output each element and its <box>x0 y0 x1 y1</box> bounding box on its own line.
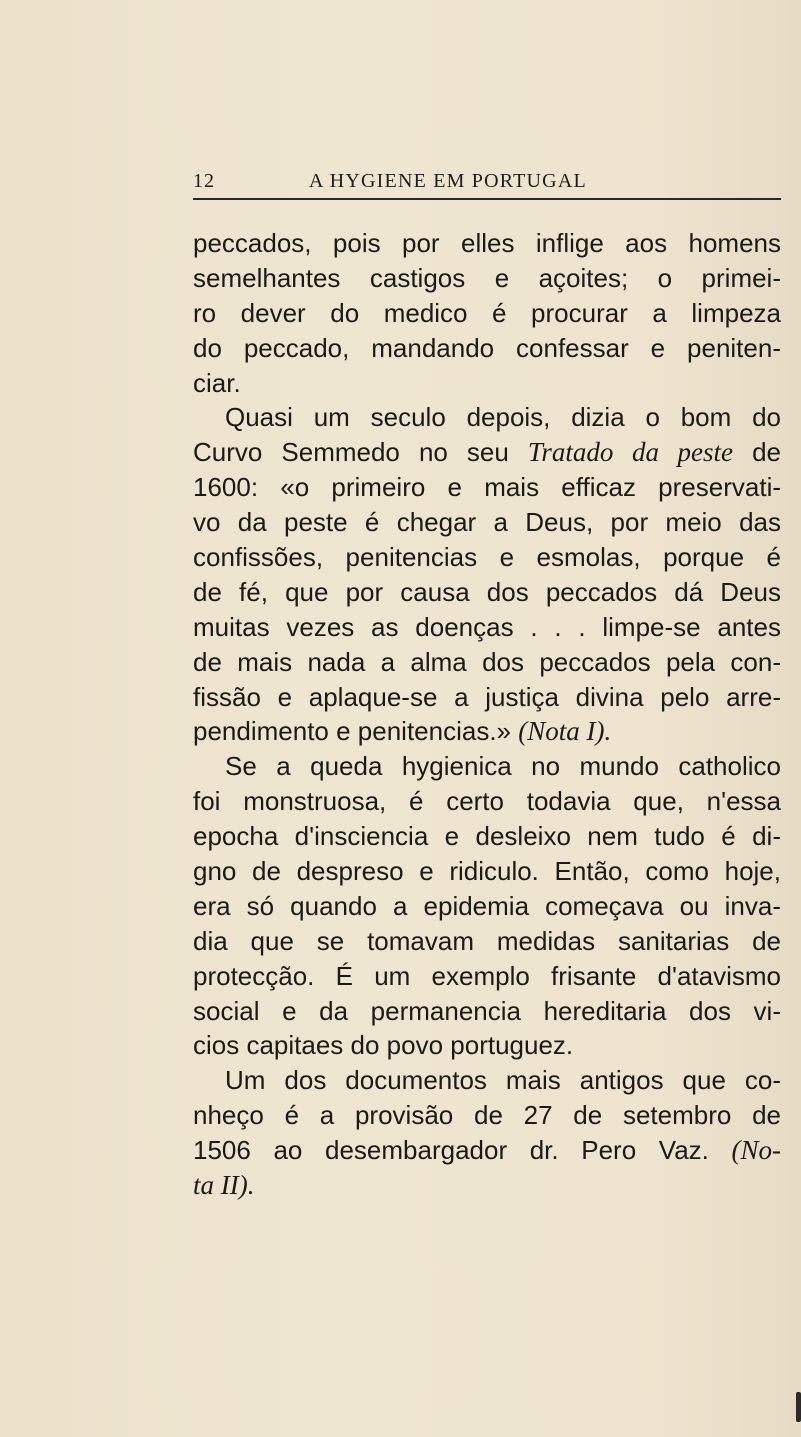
text-segment: de <box>733 437 781 468</box>
text-line: vo da peste é chegar a Deus, por meio das <box>193 507 781 538</box>
text-line: ro dever do medico é procurar a limpeza <box>193 297 781 328</box>
text-line: muitas vezes as doenças . . . limpe-se antes <box>193 611 781 642</box>
header-rule <box>193 198 781 200</box>
text-line <box>193 435 781 470</box>
text-line: Um dos documentos mais antigos que co- <box>225 1065 781 1096</box>
text-line: semelhantes castigos e açoites; o primei- <box>193 262 781 293</box>
note-reference: (No- <box>731 1135 781 1166</box>
text-line: epocha d'insciencia e desleixo nem tudo é di- <box>193 821 781 852</box>
text-line: foi monstruosa, é certo todavia que, n'essa <box>193 786 781 817</box>
page-number: 12 <box>193 170 215 192</box>
text-line: 1600: «o primeiro e mais efficaz preservati- <box>193 472 781 503</box>
text-segment: Curvo Semmedo no seu <box>193 437 528 468</box>
text-line: ciar. <box>193 367 241 398</box>
note-reference: (Nota I). <box>518 716 612 747</box>
text-segment: 1506 ao desembargador dr. Pero Vaz. <box>193 1135 732 1166</box>
text-line: peccados, pois por elles inflige aos homens <box>193 228 781 258</box>
text-line: nheço é a provisão de 27 de setembro de <box>193 1100 781 1131</box>
text-line: Quasi um seculo depois, dizia o bom do <box>225 402 781 433</box>
text-line: Se a queda hygienica no mundo catholico <box>225 751 781 782</box>
text-line <box>193 1133 781 1168</box>
text-line <box>193 714 781 749</box>
text-line: de mais nada a alma dos peccados pela con- <box>193 646 781 677</box>
text-line: do peccado, mandando confessar e peniten- <box>193 332 781 363</box>
text-line: era só quando a epidemia começava ou inva- <box>193 890 781 921</box>
text-line: confissões, penitencias e esmolas, porque é <box>193 542 781 573</box>
text-line: social e da permanencia hereditaria dos vi- <box>193 995 781 1026</box>
text-segment: pendimento e penitencias.» <box>193 716 519 747</box>
text-line: fissão e aplaque-se a justiça divina pelo arre- <box>193 681 781 712</box>
text-line: protecção. É um exemplo frisante d'atavismo <box>193 960 781 991</box>
book-title-italic: Tratado da peste <box>527 437 734 468</box>
text-line: gno de despreso e ridiculo. Então, como hoje, <box>193 856 781 887</box>
running-header <box>193 170 781 196</box>
text-line: dia que se tomavam medidas sanitarias de <box>193 925 781 956</box>
page-edge-mark <box>796 1392 801 1422</box>
running-title: A HYGIENE EM PORTUGAL <box>309 170 587 192</box>
text-line <box>193 1168 781 1203</box>
note-reference: ta II). <box>193 1170 255 1201</box>
text-line: cios capitaes do povo portuguez. <box>193 1030 574 1061</box>
body-text <box>193 226 781 1203</box>
text-line: de fé, que por causa dos peccados dá Deus <box>193 576 781 607</box>
